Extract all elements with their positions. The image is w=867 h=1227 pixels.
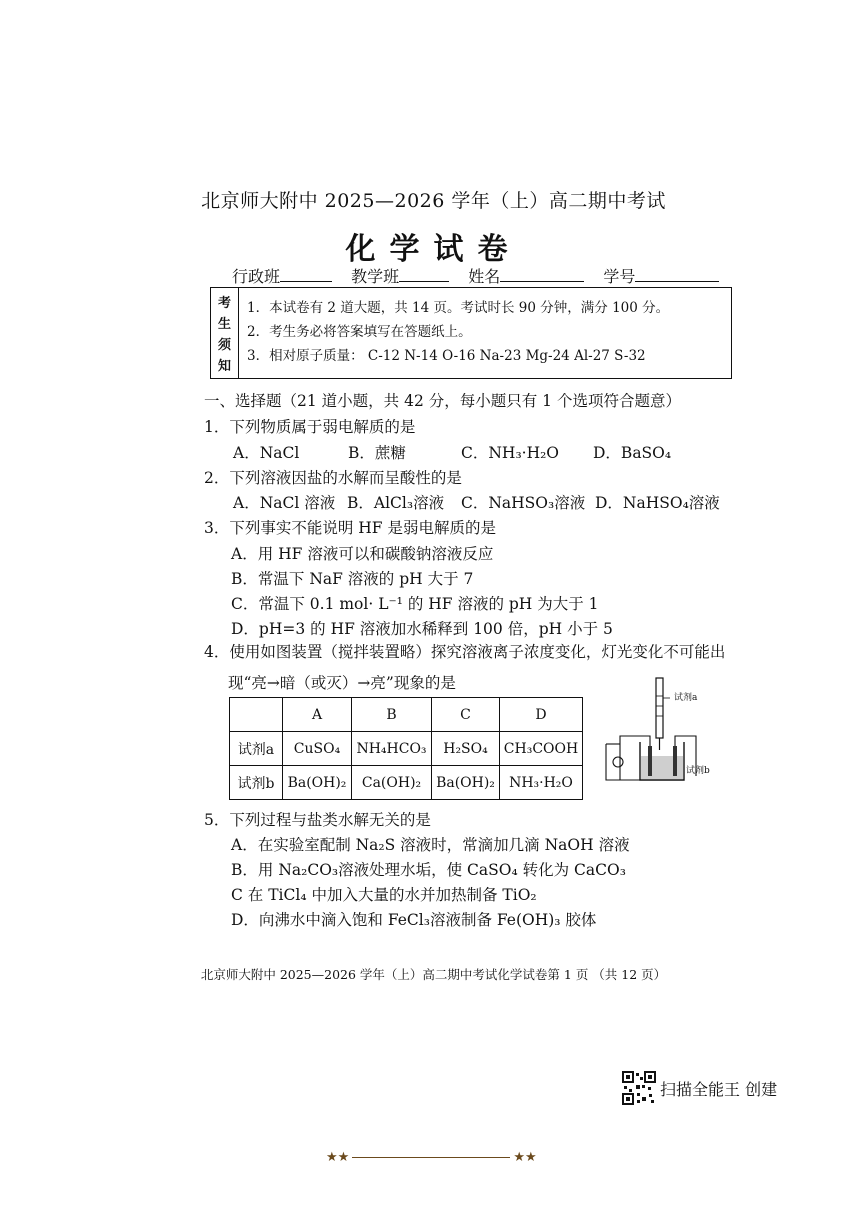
q2-stem: 2．下列溶液因盐的水解而呈酸性的是: [204, 469, 462, 487]
q1-stem: 1．下列物质属于弱电解质的是: [204, 418, 416, 436]
notice-items: [247, 296, 669, 368]
student-id-label: 学号: [603, 267, 636, 286]
q1-option-b: B．蔗糖: [348, 444, 406, 462]
notice-label-char: 考: [217, 296, 231, 311]
q5-option-a: A．在实验室配制 Na₂S 溶液时，常滴加几滴 NaOH 溶液: [231, 836, 630, 854]
star-icon: ★★: [513, 1150, 537, 1165]
q4-stem-line2: 现“亮→暗（或灭）→亮”现象的是: [228, 674, 456, 692]
page-footer: 北京师大附中 2025—2026 学年（上）高二期中考试化学试卷第 1 页 （共 12 页）: [200, 967, 667, 982]
table-cell: Ba(OH)₂: [283, 766, 352, 800]
table-cell: CuSO₄: [283, 732, 352, 766]
page-decoration: [326, 1150, 537, 1165]
notice-item: 1．本试卷有 2 道大题，共 14 页。考试时长 90 分钟，满分 100 分。: [247, 300, 670, 316]
table-cell: 试剂b: [230, 766, 283, 800]
table-cell: Ca(OH)₂: [352, 766, 432, 800]
notice-label-char: 须: [217, 338, 231, 353]
q3-option-c: C．常温下 0.1 mol· L⁻¹ 的 HF 溶液的 pH 为大于 1: [231, 595, 599, 613]
notice-label: [211, 288, 239, 378]
table-cell: CH₃COOH: [500, 732, 583, 766]
table-cell: Ba(OH)₂: [432, 766, 500, 800]
q3-stem: 3．下列事实不能说明 HF 是弱电解质的是: [204, 519, 496, 537]
q4-stem-line1: 4．使用如图装置（搅拌装置略）探究溶液离子浓度变化，灯光变化不可能出: [204, 643, 726, 661]
notice-label-char: 生: [217, 317, 231, 332]
q2-option-b: B．AlCl₃溶液: [347, 494, 445, 512]
q3-option-a: A．用 HF 溶液可以和碳酸钠溶液反应: [231, 545, 494, 563]
q5-option-d: D．向沸水中滴入饱和 FeCl₃溶液制备 Fe(OH)₃ 胶体: [231, 911, 597, 929]
table-cell: [230, 698, 283, 732]
table-header: B: [352, 698, 432, 732]
name-blank: [500, 267, 584, 282]
q2-option-c: C．NaHSO₃溶液: [461, 494, 586, 512]
scanner-watermark: 扫描全能王 创建: [660, 1080, 778, 1099]
reagent-b-label: 试剂b: [686, 766, 710, 776]
burette: [656, 678, 663, 738]
exam-title: 北京师大附中 2025—2026 学年（上）高二期中考试: [201, 190, 666, 212]
table-cell: 试剂a: [230, 732, 283, 766]
notice-label-char: 知: [217, 359, 231, 374]
q1-option-a: A．NaCl: [233, 444, 300, 462]
star-icon: ★★: [326, 1150, 350, 1165]
q2-option-d: D．NaHSO₄溶液: [595, 494, 720, 512]
q4-reagent-table: [229, 697, 583, 800]
table-row: [230, 732, 583, 766]
table-header: A: [283, 698, 352, 732]
q5-option-c: C 在 TiCl₄ 中加入大量的水并加热制备 TiO₂: [231, 886, 537, 904]
q5-stem: 5．下列过程与盐类水解无关的是: [204, 811, 431, 829]
notice-item: 3．相对原子质量： C-12 N-14 O-16 Na-23 Mg-24 Al-27 S-32: [247, 348, 646, 364]
table-header: C: [432, 698, 500, 732]
table-header: D: [500, 698, 583, 732]
student-info-row: [232, 264, 733, 287]
class-teach-blank: [399, 267, 449, 282]
class-teach-label: 教学班: [351, 267, 400, 286]
table-cell: NH₃·H₂O: [500, 766, 583, 800]
class-admin-label: 行政班: [232, 267, 281, 286]
table-cell: NH₄HCO₃: [352, 732, 432, 766]
student-id-blank: [635, 267, 719, 282]
table-row: [230, 766, 583, 800]
qr-code-icon: [622, 1071, 656, 1105]
section-heading: 一、选择题（21 道小题，共 42 分，每小题只有 1 个选项符合题意）: [204, 392, 681, 410]
subject-title: 化学试卷: [345, 232, 522, 267]
apparatus-figure: [600, 676, 735, 786]
q3-option-d: D．pH=3 的 HF 溶液加水稀释到 100 倍，pH 小于 5: [231, 620, 613, 638]
decor-divider: [352, 1157, 510, 1158]
table-row: [230, 698, 583, 732]
class-admin-blank: [280, 267, 332, 282]
name-label: 姓名: [468, 267, 501, 286]
table-cell: H₂SO₄: [432, 732, 500, 766]
exam-notice-box: [210, 287, 732, 379]
bulb-icon: [613, 757, 623, 767]
q5-option-b: B．用 Na₂CO₃溶液处理水垢，使 CaSO₄ 转化为 CaCO₃: [231, 861, 626, 879]
q1-option-c: C．NH₃·H₂O: [461, 444, 560, 462]
q3-option-b: B．常温下 NaF 溶液的 pH 大于 7: [231, 570, 474, 588]
q1-option-d: D．BaSO₄: [593, 444, 672, 462]
q2-option-a: A．NaCl 溶液: [233, 494, 336, 512]
notice-item: 2．考生务必将答案填写在答题纸上。: [247, 324, 472, 340]
reagent-a-label: 试剂a: [674, 693, 698, 703]
